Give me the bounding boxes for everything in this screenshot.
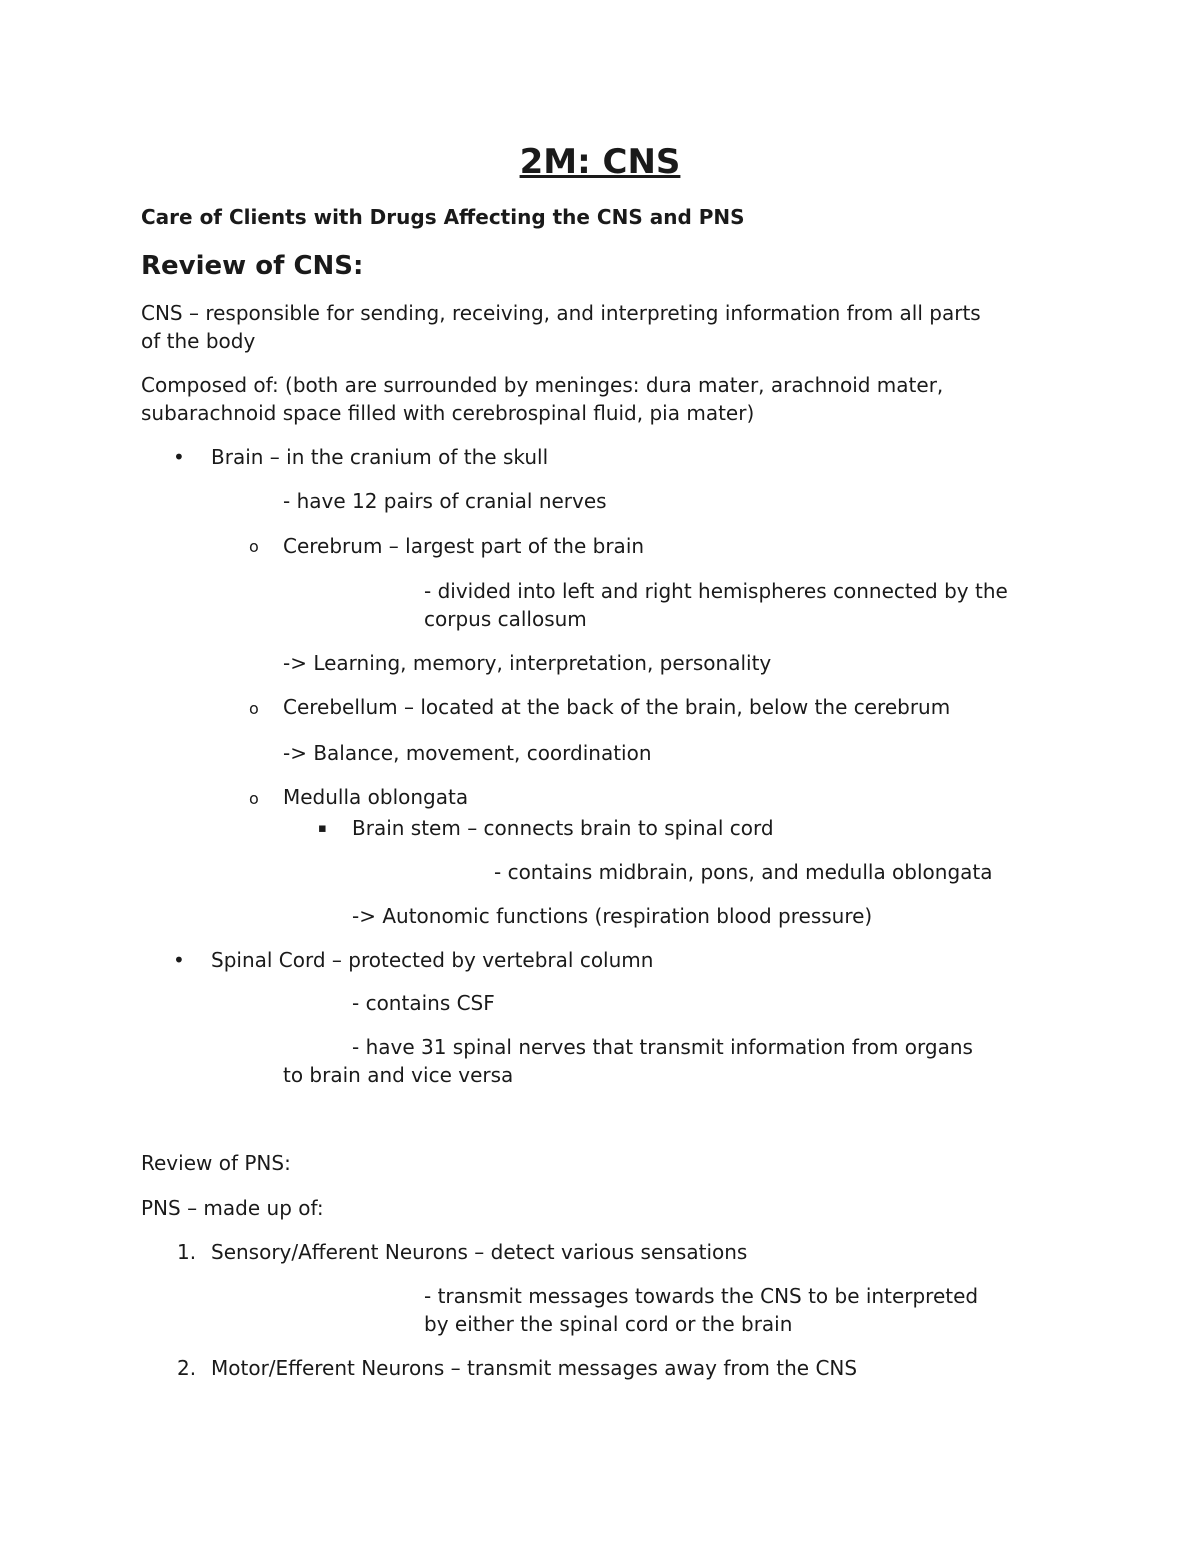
bullet-icon: • [173,445,185,469]
list-number: 2. [177,1356,197,1380]
cns-heading: Review of CNS: [141,251,364,281]
medulla-item: Medulla oblongata [283,785,469,809]
cerebellum-function: -> Balance, movement, coordination [283,741,652,765]
composed-line-1: Composed of: (both are surrounded by meninges: dura mater, arachnoid mater, [141,373,944,397]
brainstem-item: Brain stem – connects brain to spinal cord [352,816,774,840]
brainstem-function: -> Autonomic functions (respiration blood pressure) [352,904,873,928]
brain-item: Brain – in the cranium of the skull [211,445,549,469]
sensory-note-line-1: - transmit messages towards the CNS to be interpreted [424,1284,979,1308]
bullet-icon: • [173,948,185,972]
brain-note: - have 12 pairs of cranial nerves [283,489,607,513]
cerebrum-note-line-1: - divided into left and right hemispheres connected by the [424,579,1008,603]
cerebrum-function: -> Learning, memory, interpretation, personality [283,651,772,675]
circle-bullet-icon: o [249,789,259,808]
pns-heading: Review of PNS: [141,1151,291,1175]
composed-line-2: subarachnoid space filled with cerebrospinal fluid, pia mater) [141,401,755,425]
cerebrum-item: Cerebrum – largest part of the brain [283,534,645,558]
cerebrum-note-line-2: corpus callosum [424,607,587,631]
brainstem-note: - contains midbrain, pons, and medulla oblongata [494,860,993,884]
spinal-note-2: - have 31 spinal nerves that transmit information from organs [352,1035,973,1059]
pns-intro: PNS – made up of: [141,1196,324,1220]
page-title: 2M: CNS [519,142,681,182]
sensory-neurons-item: Sensory/Afferent Neurons – detect various sensations [211,1240,748,1264]
cns-definition-line-1: CNS – responsible for sending, receiving, and interpreting information from all parts [141,301,981,325]
circle-bullet-icon: o [249,699,259,718]
spinal-note-1: - contains CSF [352,991,495,1015]
square-bullet-icon: ▪ [318,821,327,836]
cns-definition-line-2: of the body [141,329,256,353]
list-number: 1. [177,1240,197,1264]
spinal-cord-item: Spinal Cord – protected by vertebral column [211,948,654,972]
spinal-note-3: to brain and vice versa [283,1063,514,1087]
subtitle: Care of Clients with Drugs Affecting the CNS and PNS [141,205,745,229]
sensory-note-line-2: by either the spinal cord or the brain [424,1312,793,1336]
circle-bullet-icon: o [249,537,259,556]
motor-neurons-item: Motor/Efferent Neurons – transmit messages away from the CNS [211,1356,858,1380]
cerebellum-item: Cerebellum – located at the back of the brain, below the cerebrum [283,695,951,719]
